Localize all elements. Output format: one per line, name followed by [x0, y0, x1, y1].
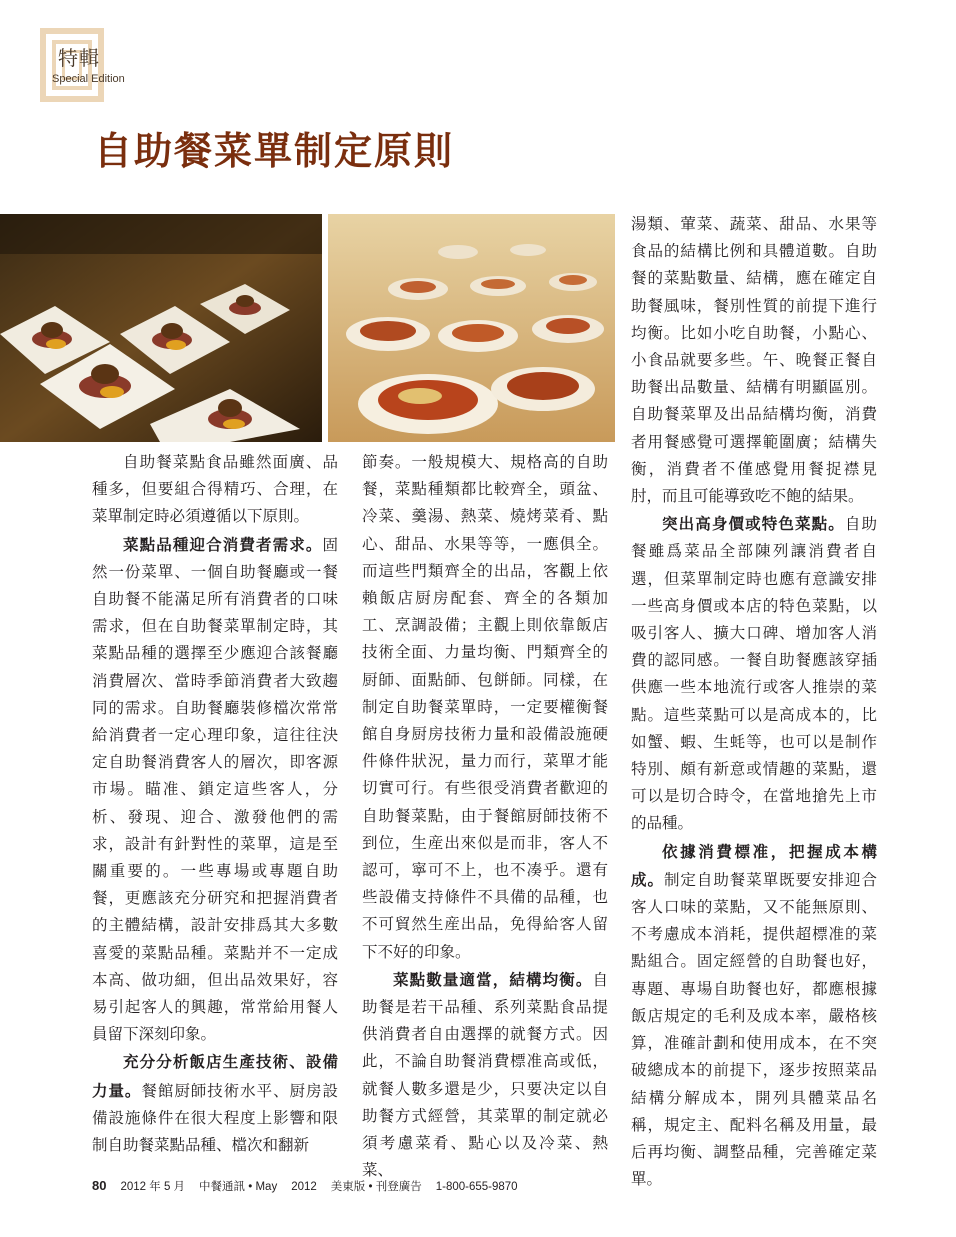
article-column-2: [362, 449, 608, 1184]
publication-name: 中餐通訊 • May: [199, 1181, 278, 1193]
page-footer: [92, 1178, 518, 1194]
article-paragraph-3b: 湯類、葷菜、蔬菜、甜品、水果等食品的結構比例和具體道數。自助餐的菜點數量、結構，應在確定自助餐風味，餐別性質的前提下進行均衡。比如小吃自助餐，小點心、小食品就要多些。午、晚餐正餐自助餐出品數量、結構有明顯區別。自助餐菜單及出品結構均衡，消費者用餐感覺可選擇範圍廣；結構失衡，消費者不僅感覺用餐捉襟見肘，而且可能導致吃不飽的結果。: [631, 215, 877, 506]
paragraph-heading: 菜點數量適當，結構均衡。: [393, 969, 593, 989]
article-column-3: [631, 211, 877, 1193]
section-label: [52, 42, 138, 85]
edition-label: 美東版 • 刊登廣告: [330, 1181, 422, 1193]
paragraph-heading: 充分分析飯店生產技術、設備力量。: [92, 1052, 338, 1100]
article-paragraph-2a: [92, 1048, 338, 1159]
issue-year: 2012: [291, 1181, 317, 1193]
article-paragraph-5: [631, 838, 877, 1194]
article-column-1: [92, 449, 338, 1159]
ad-phone: 1-800-655-9870: [435, 1181, 518, 1193]
paragraph-body: 制定自助餐菜單既要安排迎合客人口味的菜點，又不能無原則、不考慮成本消耗，提供超標准的菜點組合。固定經營的自助餐也好，專題、專場自助餐也好，都應根據飯店規定的毛利及成本率，嚴格核算，准確計劃和使用成本，在不突破總成本的前提下，逐步按照菜品結構分解成本，開列具體菜品名稱，規定主、配料名稱及用量，最后再均衡、調整品種，完善確定菜單。: [631, 870, 877, 1189]
paragraph-heading: 依據消費標准，把握成本構成。: [631, 841, 877, 889]
paragraph-heading: 菜點品種迎合消費者需求。: [123, 534, 323, 554]
paragraph-body-continued: 餐館厨師技術水平、厨房設備設施條件在很大程度上影響和限制自助餐菜點品種、檔次和翻新: [92, 1081, 338, 1155]
plated-appetizers-photo: [0, 214, 322, 442]
article-paragraph-1: [92, 531, 338, 1049]
article-intro: 自助餐菜點食品雖然面廣、品種多，但要組合得精巧、合理，在菜單制定時必須遵循以下原則。: [92, 453, 338, 526]
article-paragraph-4: [631, 510, 877, 837]
issue-date: 2012 年 5 月: [120, 1181, 186, 1193]
article-paragraph-2b: 節奏。一般規模大、規格高的自助餐，菜點種類都比較齊全，頭盆、冷菜、羹湯、熱菜、燒烤菜肴、點心、甜品、水果等等，一應俱全。而這些門類齊全的出品，客觀上依賴飯店厨房配套、齊全的各類加工、烹調設備；主觀上則依靠飯店技術全面、力量均衡、門類齊全的厨師、面點師、包餅師。同樣，在制定自助餐菜單時，一定要權衡餐館自身厨房技術力量和設備設施硬件條件狀況，量力而行，菜單才能切實可行。有些很受消費者歡迎的自助餐菜點，由于餐館厨師技術不到位，生産出來似是而非，客人不認可，寧可不上，也不凑乎。還有些設備支持條件不具備的品種，也不可貿然生産出品，免得給客人留下不好的印象。: [362, 453, 608, 961]
page-number: 80: [92, 1178, 107, 1193]
article-paragraph-3a: [362, 966, 608, 1185]
section-label-en: Special Edition: [52, 73, 125, 85]
bowls-buffet-photo: [328, 214, 615, 442]
paragraph-body-continued: 自助餐是若干品種、系列菜點食品提供消費者自由選擇的就餐方式。因此，不論自助餐消費標准高或低，就餐人數多還是少，只要决定以自助餐方式經營，其菜單的制定就必須考慮菜肴、點心以及冷菜、熱菜、: [362, 970, 608, 1180]
paragraph-body: 固然一份菜單、一個自助餐廳或一餐自助餐不能滿足所有消費者的口味需求，但在自助餐菜單制定時，其菜點品種的選擇至少應迎合該餐廳消費層次、當時季節消費者大致趨同的需求。自助餐廳裝修檔次常常給消費者一定心理印象，這往往決定自助餐消費客人的層次，即客源市場。瞄准、鎖定這些客人，分析、發現、迎合、激發他們的需求，設計有針對性的菜單，這是至關重要的。一些專場或專題自助餐，更應該充分研究和把握消費者的主體結構，設計安排爲其大多數喜愛的菜點品種。菜點并不一定成本高、做功細，但出品效果好，容易引起客人的興趣，常常給用餐人員留下深刻印象。: [92, 535, 338, 1044]
paragraph-heading: 突出高身價或特色菜點。: [662, 514, 845, 534]
paragraph-body: 自助餐雖爲菜品全部陳列讓消費者自選，但菜單制定時也應有意識安排一些高身價或本店的特色菜點，以吸引客人、擴大口碑、增加客人消費的認同感。一餐自助餐應該穿插供應一些本地流行或客人推崇的菜點。這些菜點可以是高成本的，比如蟹、蝦、生蚝等，也可以是制作特別、頗有新意或情趣的菜點，還可以是切合時令，在當地搶先上市的品種。: [631, 515, 877, 833]
section-label-zh: 特輯: [58, 46, 100, 70]
article-title: 自助餐菜單制定原則: [94, 129, 455, 173]
